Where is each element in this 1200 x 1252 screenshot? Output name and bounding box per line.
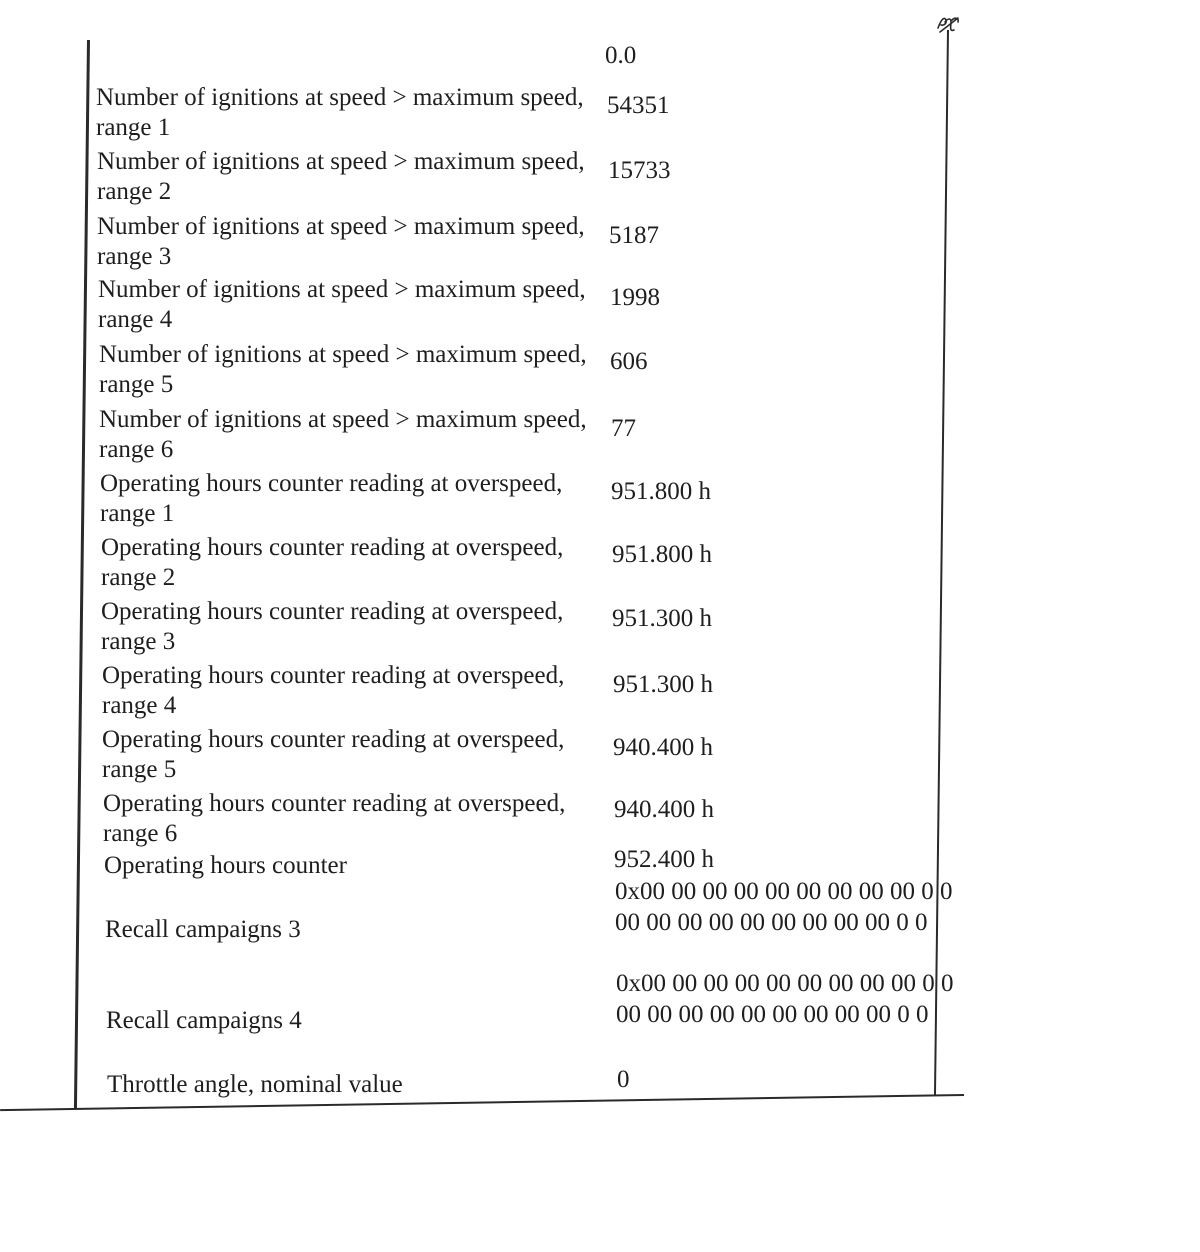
row-value: 952.400 h (614, 846, 714, 873)
row-label: Number of ignitions at speed > maximum speed, range 4 (98, 276, 586, 333)
row-value: 951.800 h (612, 541, 712, 568)
row-label: Operating hours counter reading at overspeed, range 1 (100, 470, 563, 527)
row-value: 940.400 h (613, 734, 713, 761)
row-value: 5187 (609, 222, 659, 249)
row-value: 54351 (607, 92, 670, 119)
row-label: Number of ignitions at speed > maximum speed, range 1 (96, 84, 584, 141)
row-label: Number of ignitions at speed > maximum speed, range 3 (97, 213, 585, 270)
row-value: 951.300 h (613, 671, 713, 698)
row-value: 0.0 (605, 42, 637, 69)
row-value: 951.300 h (612, 605, 712, 632)
row-label: Number of ignitions at speed > maximum speed, range 5 (99, 341, 587, 398)
row-value: 951.800 h (611, 478, 711, 505)
row-value: 940.400 h (614, 796, 714, 823)
table-left-border (74, 40, 90, 1108)
row-value: 15733 (608, 157, 671, 184)
row-label: Operating hours counter reading at overspeed, range 5 (102, 726, 565, 783)
row-label: Throttle angle, nominal value (107, 1071, 403, 1098)
row-value: 0x00 00 00 00 00 00 00 00 00 0 0 00 00 00 00 00 00 00 00 00 0 0 (616, 970, 954, 1028)
row-label: Operating hours counter (104, 852, 347, 879)
row-label: Recall campaigns 3 (105, 916, 301, 943)
row-label: Operating hours counter reading at overspeed, range 2 (101, 534, 564, 591)
row-value: 0x00 00 00 00 00 00 00 00 00 0 0 00 00 00 00 00 00 00 00 00 0 0 (615, 878, 953, 936)
row-label: Operating hours counter reading at overspeed, range 3 (101, 598, 564, 655)
row-label: Operating hours counter reading at overspeed, range 6 (103, 790, 566, 847)
row-value: 606 (610, 348, 648, 375)
row-value: 77 (611, 415, 636, 442)
row-label: Recall campaigns 4 (106, 1007, 302, 1034)
handwritten-initials-icon (932, 10, 964, 38)
row-label: Number of ignitions at speed > maximum speed, range 6 (99, 406, 587, 463)
row-value: 1998 (610, 284, 660, 311)
row-label: Operating hours counter reading at overspeed, range 4 (102, 662, 565, 719)
row-label: Number of ignitions at speed > maximum speed, range 2 (97, 148, 585, 205)
row-value: 0 (617, 1066, 630, 1093)
